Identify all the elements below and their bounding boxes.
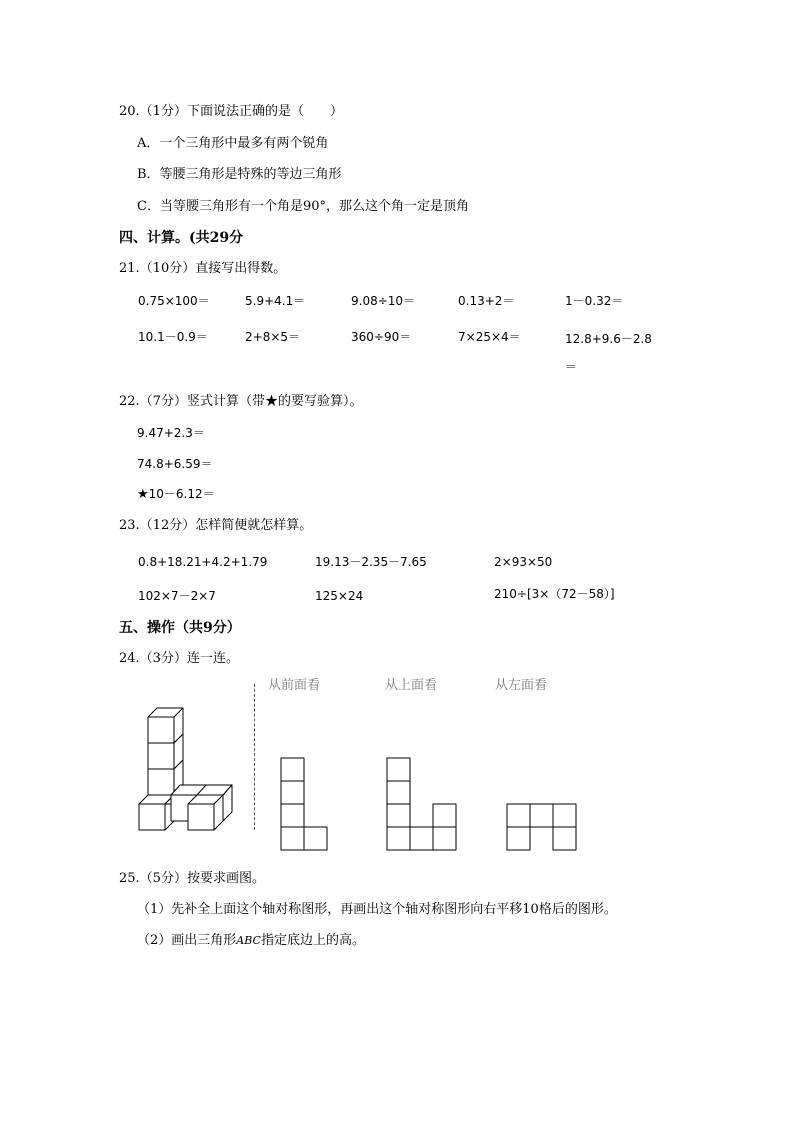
q22-item: 10－6.12＝ (148, 487, 215, 501)
q21-calc: 12.8+9.6－2.8 (565, 332, 652, 346)
triangle-abc-label: ABC (236, 934, 261, 947)
section-4-title: 四、计算。(共29分 (119, 230, 244, 246)
q25-item-2 (137, 933, 365, 949)
q21-calc: 5.9+4.1＝ (245, 294, 306, 308)
q21-calc: 1－0.32＝ (565, 294, 624, 308)
cube-stack-3d (139, 708, 232, 830)
left-view-grid (507, 804, 576, 850)
q20-option-a: A．一个三角形中最多有两个锐角 (137, 136, 329, 151)
q22-item: 9.47+2.3＝ (137, 426, 205, 440)
q21-calc: 0.13+2＝ (458, 294, 515, 308)
view-label-front: 从前面看 (268, 678, 321, 693)
q20-option-b: B．等腰三角形是特殊的等边三角形 (137, 167, 342, 182)
q23-calc: 0.8+18.21+4.2+1.79 (138, 555, 268, 569)
top-view-grid (387, 758, 456, 850)
q24-stem: 24.（3分）连一连。 (119, 651, 239, 666)
view-label-top: 从上面看 (385, 678, 438, 693)
q25-stem: 25.（5分）按要求画图。 (119, 871, 265, 886)
q20-stem: 20.（1分）下面说法正确的是（ ） (119, 104, 343, 119)
q21-stem: 21.（10分）直接写出得数。 (119, 261, 287, 276)
q20-option-c: C．当等腰三角形有一个角是90°，那么这个角一定是顶角 (137, 199, 469, 214)
q25-item-1: （1）先补全上面这个轴对称图形，再画出这个轴对称图形向右平移10格后的图形。 (137, 902, 617, 917)
q21-calc: 0.75×100＝ (138, 294, 210, 308)
section-5-title: 五、操作（共9分） (119, 620, 241, 636)
q23-calc: 102×7－2×7 (138, 589, 216, 603)
star-icon: ★ (264, 394, 278, 409)
star-icon: ★ (137, 487, 149, 502)
q21-calc-equals: ＝ (565, 360, 578, 374)
view-label-left: 从左面看 (495, 678, 548, 693)
q23-calc: 19.13－2.35－7.65 (315, 555, 427, 569)
q25-item-2-before: （2）画出三角形 (137, 933, 237, 948)
q21-calc: 2+8×5＝ (245, 330, 301, 344)
q23-calc: 125×24 (315, 589, 364, 603)
q21-calc: 9.08÷10＝ (351, 294, 416, 308)
front-view-grid (281, 758, 327, 850)
q21-calc: 10.1－0.9＝ (138, 330, 208, 344)
q21-calc: 360÷90＝ (351, 330, 412, 344)
q22-stem-before: 22.（7分）竖式计算（带 (119, 394, 265, 409)
q23-stem: 23.（12分）怎样简便就怎样算。 (119, 518, 313, 533)
q21-calc: 7×25×4＝ (458, 330, 521, 344)
q22-item: 74.8+6.59＝ (137, 457, 213, 471)
q25-item-2-after: 指定底边上的高。 (260, 933, 365, 948)
q23-calc: 210÷[3×（72－58）] (494, 587, 615, 601)
q23-calc: 2×93×50 (494, 555, 553, 569)
q22-stem-after: 的要写验算）。 (277, 394, 363, 409)
